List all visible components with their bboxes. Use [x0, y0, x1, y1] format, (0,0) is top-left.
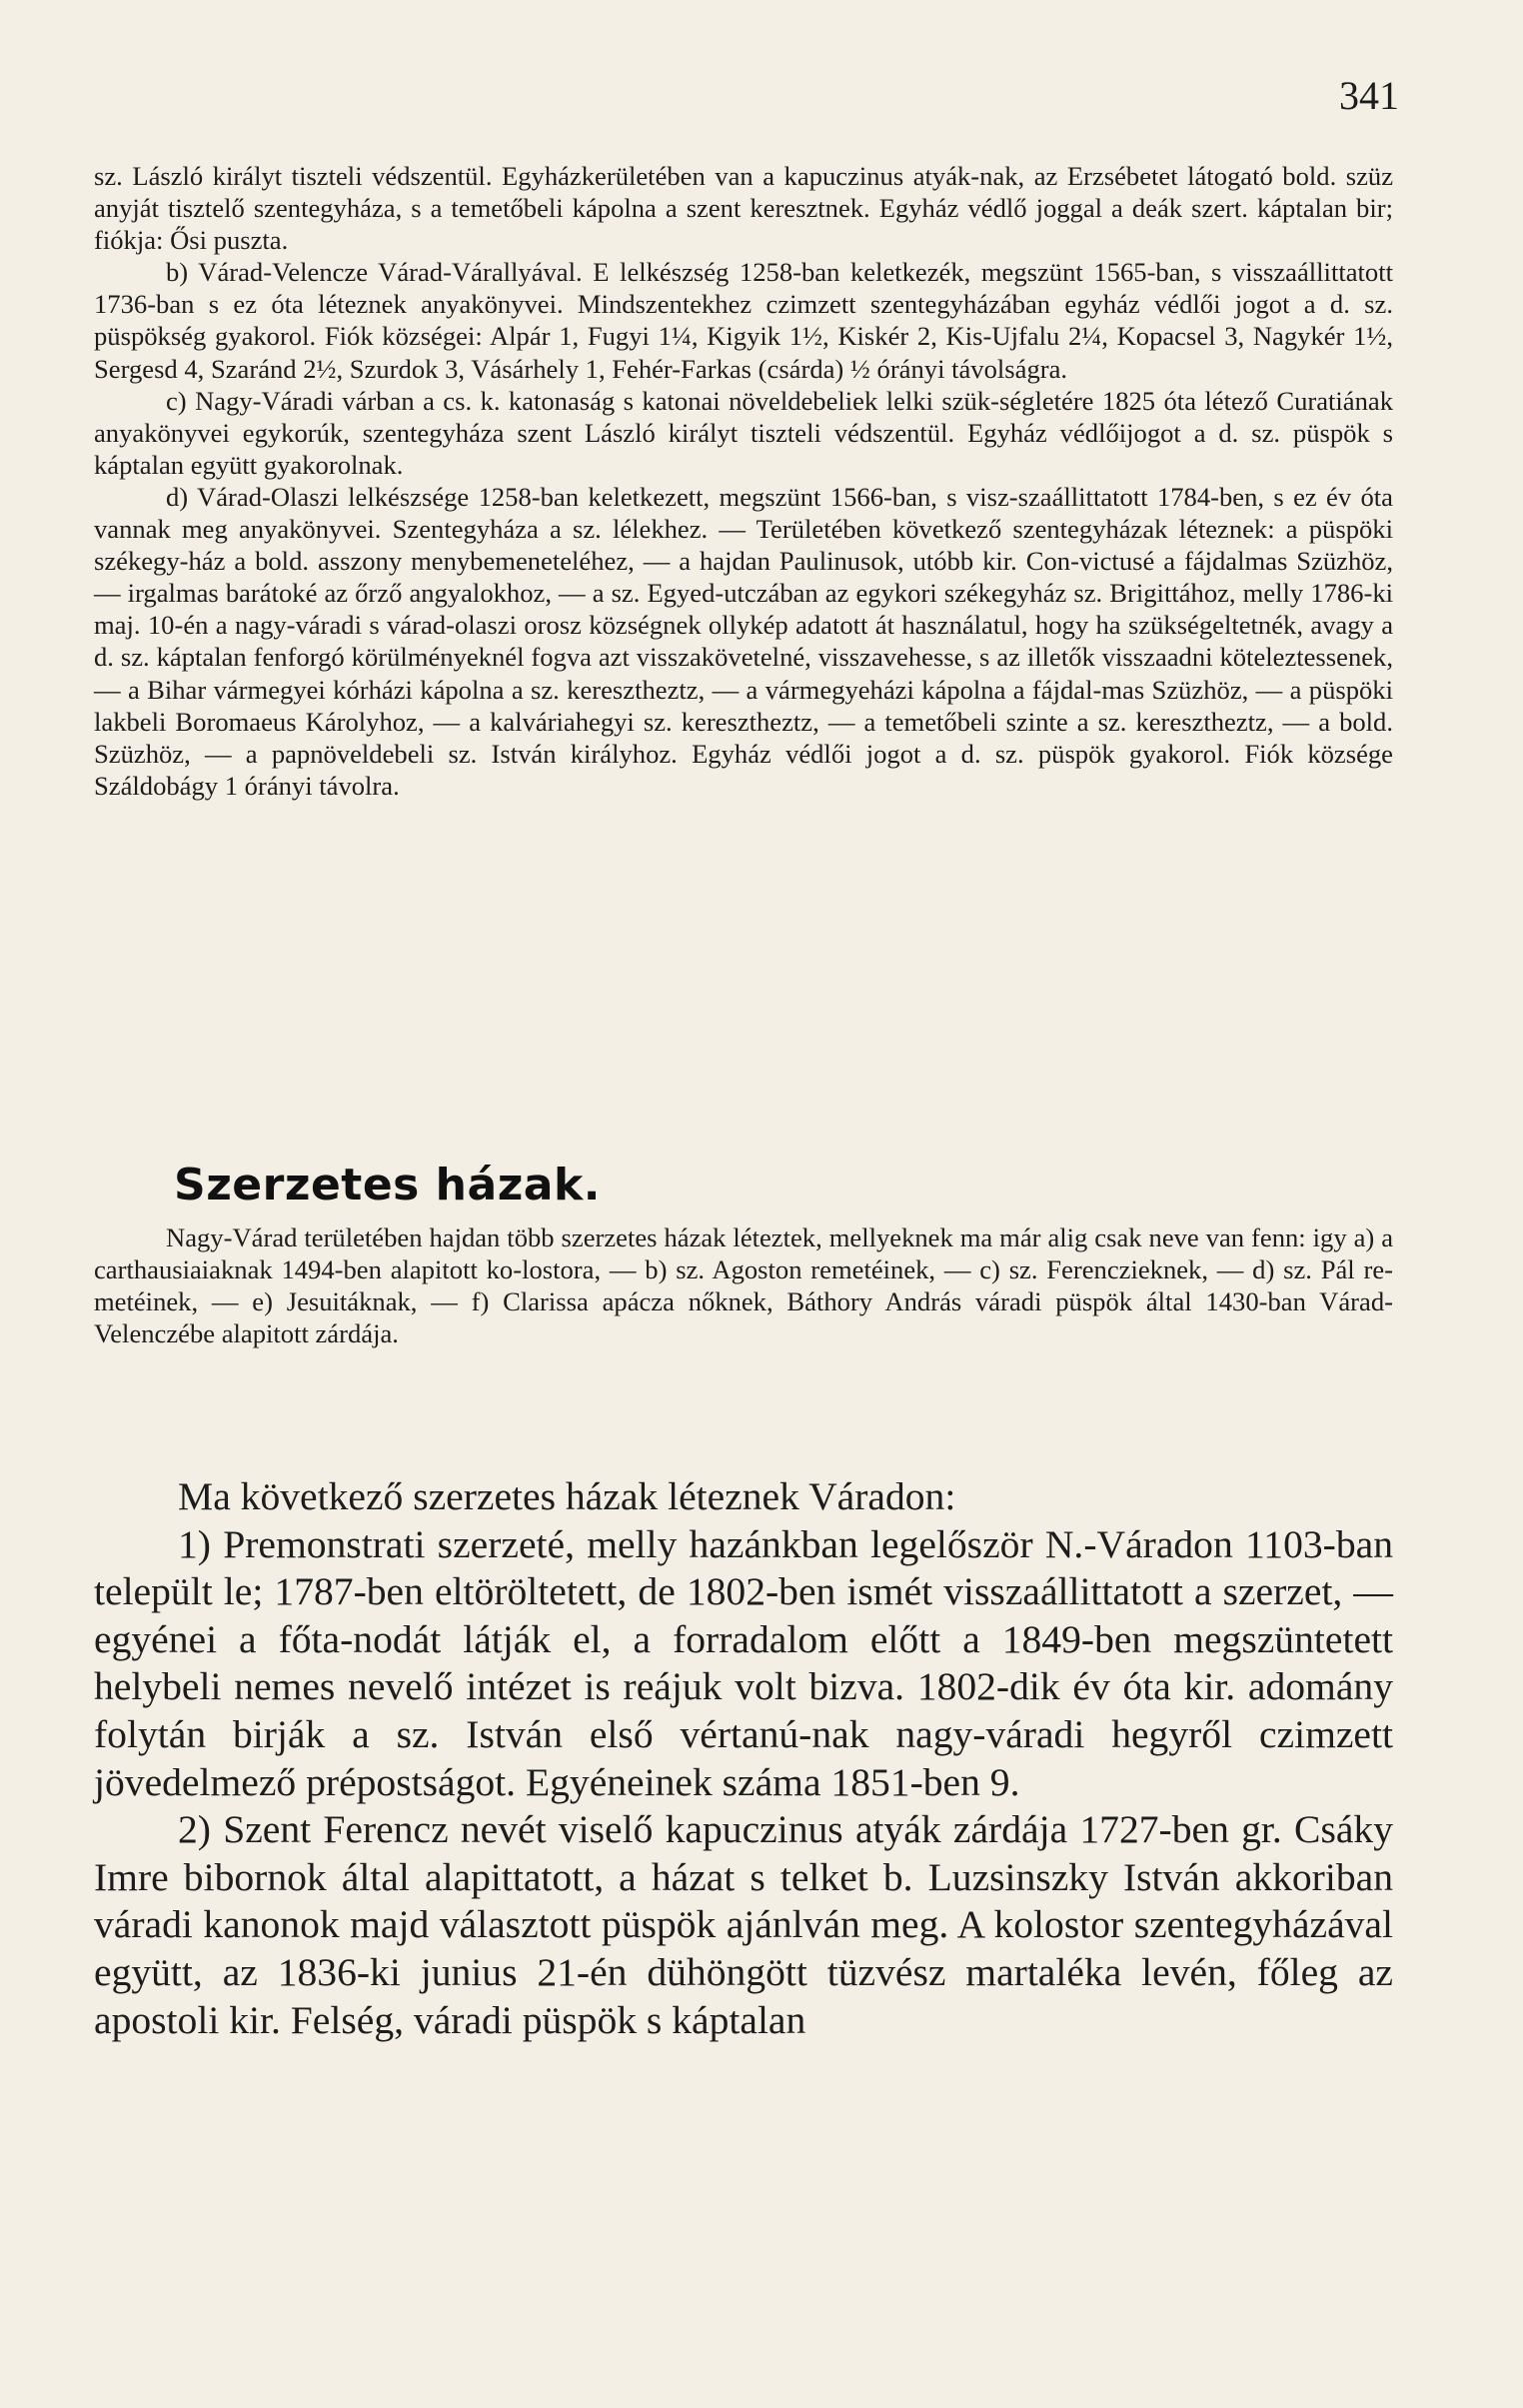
paragraph-parish-d: d) Várad-Olaszi lelkészsége 1258-ban keletkezett, megszünt 1566-ban, s visz-szaállittatott 1784-ben, s ez év óta vannak meg anyakönyvei. Szentegyháza a sz. lélekhez. — Területében következő szentegyházak léteznek: a püspöki székegy-ház a bold. asszony menybemeneteléhez, — a hajdan Paulinusok, utóbb kir. Con-victusé a fájdalmas Szüzhöz, — irgalmas barátoké az őrző angyalokhoz, — a sz. Egyed-utczában az egykori székegyház sz. Brigittához, melly 1786-ki maj. 10-én a nagy-váradi s várad-olaszi orosz községnek ollykép adatott át használatul, hogy ha szükségeltetnék, avagy a d. sz. káptalan fenforgó körülményeknél fogva azt visszakövetelné, visszavehesse, s az illetők visszaadni köteleztessenek, — a Bihar vármegyei kórházi kápolna a sz. keresztheztz, — a vármegyeházi kápolna a fájdal-mas Szüzhöz, — a püspöki lakbeli Boromaeus Károlyhoz, — a kalváriahegyi sz. keresztheztz, — a temetőbeli szinte a sz. keresztheztz, — a bold. Szüzhöz, — a papnöveldebeli sz. István királyhoz. Egyház védlői jogot a d. sz. püspök gyakorol. Fiók községe Száldobágy 1 órányi távolra. [94, 481, 1393, 801]
parish-descriptions [94, 160, 1393, 802]
current-orders [94, 1473, 1393, 2044]
section-heading: Szerzetes házak. [174, 1160, 601, 1210]
orders-intro [94, 1221, 1393, 1349]
paragraph-former-orders: Nagy-Várad területében hajdan több szerzetes házak léteztek, mellyeknek ma már alig csak neve van fenn: igy a) a carthausiaiaknak 1494-ben alapitott ko-lostora, — b) sz. Agoston remetéinek, — c) sz. Ferenczieknek, — d) sz. Pál re-metéinek, — e) Jesuitáknak, — f) Clarissa apácza nőknek, Báthory András váradi püspök által 1430-ban Várad-Velenczébe alapitott zárdája. [94, 1222, 1393, 1349]
paragraph-premonstrati: 1) Premonstrati szerzeté, melly hazánkban legelőször N.-Váradon 1103-ban települt le; 1787-ben eltöröltetett, de 1802-ben ismét visszaállittatott a szerzet, — egyénei a főta-nodát látják el, a forradalom előtt a 1849-ben megszüntetett helybeli nemes nevelő intézet is reájuk volt bizva. 1802-dik év óta kir. adomány folytán birják a sz. István első vértanú-nak nagy-váradi hegyről czimzett jövedelmező prépostságot. Egyéneinek száma 1851-ben 9. [94, 1521, 1393, 1804]
paragraph-current-intro: Ma következő szerzetes házak léteznek Váradon: [178, 1474, 956, 1518]
paragraph-parish-c: c) Nagy-Váradi várban a cs. k. katonaság s katonai növeldebeliek lelki szük-ségletére 1825 óta létező Curatiának anyakönyvei egykorúk, szentegyháza szent László királyt tiszteli védszentül. Egyház védlőijogot a d. sz. püspök s káptalan együtt gyakorolnak. [94, 385, 1393, 480]
page-number: 341 [1339, 73, 1399, 118]
paragraph-parish-a-end: sz. László királyt tiszteli védszentül. Egyházkerületében van a kapuczinus atyák-nak, az Erzsébetet látogató bold. szüz anyját tisztelő szentegyháza, s a temetőbeli kápolna a szent keresztnek. Egyház védlő joggal a deák szert. káptalan bir; fiókja: Ősi puszta. [94, 161, 1393, 256]
paragraph-parish-b: b) Várad-Velencze Várad-Várallyával. E lelkészség 1258-ban keletkezék, megszünt 1565-ban, s visszaállittatott 1736-ban s ez óta léteznek anyakönyvei. Mindszentekhez czimzett szentegyházában egyház védlői jogot a d. sz. püspökség gyakorol. Fiók községei: Alpár 1, Fugyi 1¼, Kigyik 1½, Kiskér 2, Kis-Ujfalu 2¼, Kopacsel 3, Nagykér 1½, Sergesd 4, Szaránd 2½, Szurdok 3, Vásárhely 1, Fehér-Farkas (csárda) ½ órányi távolságra. [94, 257, 1393, 384]
paragraph-kapuczinus: 2) Szent Ferencz nevét viselő kapuczinus atyák zárdája 1727-ben gr. Csáky Imre bibornok által alapittatott, a házat s telket b. Luzsinszky István akkoriban váradi kanonok majd választott püspök ajánlván meg. A kolostor szentegyházával együtt, az 1836-ki junius 21-én dühöngött tüzvész martaléka levén, főleg az apostoli kir. Felség, váradi püspök s káptalan [94, 1807, 1393, 2042]
